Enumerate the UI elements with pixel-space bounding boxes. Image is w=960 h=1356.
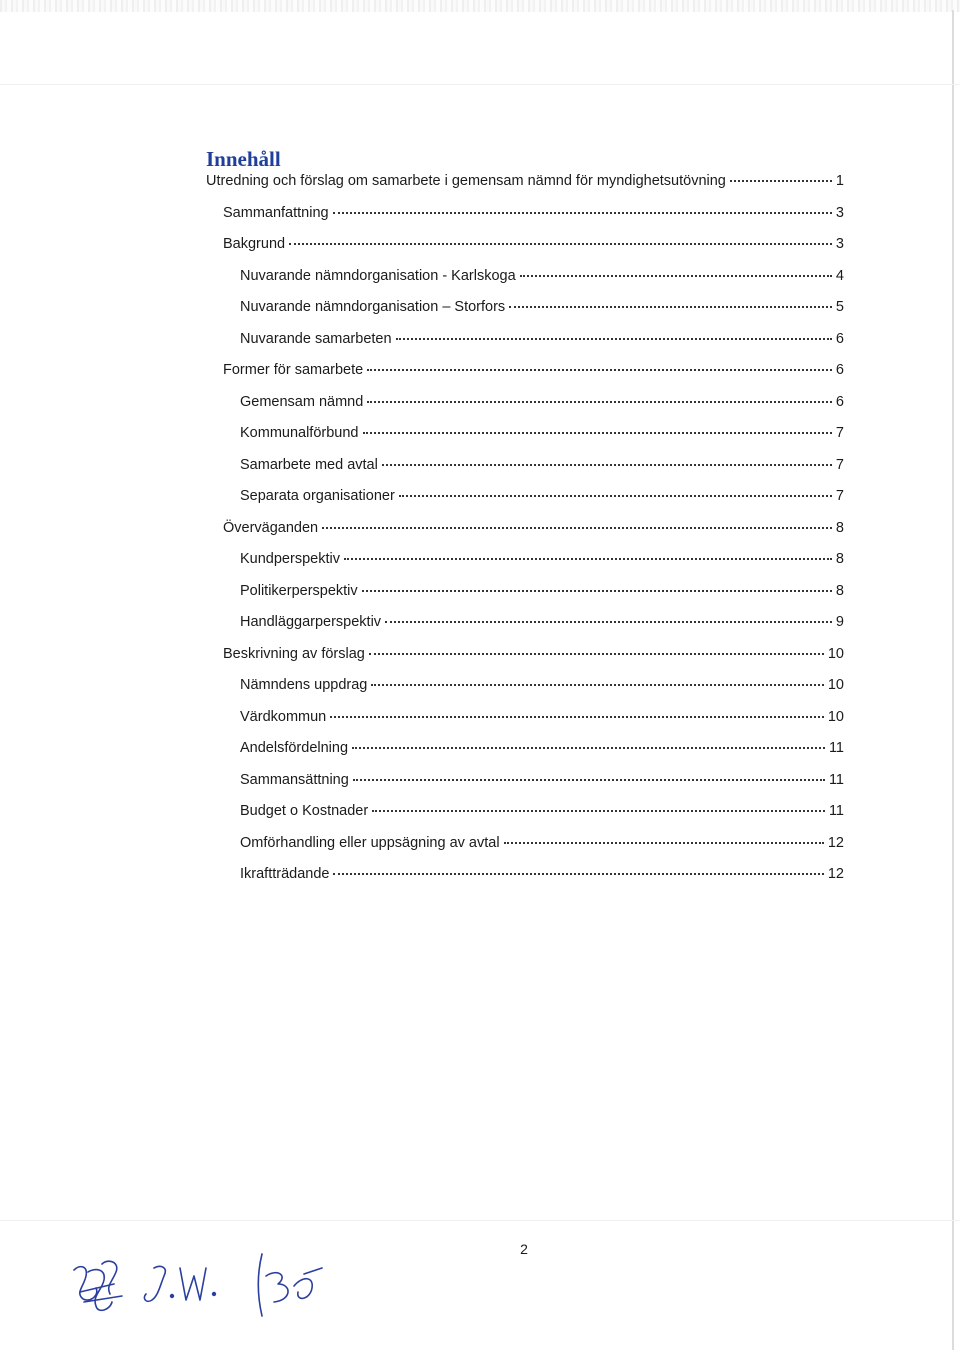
toc-leader-dots (363, 432, 832, 434)
toc-entry[interactable] (240, 392, 844, 412)
toc-entry[interactable] (240, 266, 844, 286)
toc-entry[interactable] (240, 738, 844, 758)
toc-entry-page: 9 (835, 614, 844, 630)
toc-entry[interactable] (240, 801, 844, 821)
toc-entry-page: 1 (835, 173, 844, 189)
toc-entry-page: 11 (828, 771, 844, 788)
toc-entry[interactable] (240, 612, 844, 632)
toc-entry[interactable] (240, 423, 844, 443)
toc-entry-text: Nuvarande nämndorganisation – Storfors (240, 299, 506, 315)
toc-leader-dots (289, 243, 832, 245)
handwritten-initials (66, 1246, 336, 1328)
toc-entry-text: Omförhandling eller uppsägning av avtal (240, 834, 500, 851)
toc-entry-text: Utredning och förslag om samarbete i gemensam nämnd för myndighetsutövning (206, 173, 726, 189)
toc-entry-text: Värdkommun (240, 708, 327, 725)
toc-title: Innehåll (206, 147, 281, 171)
toc-entry-page: 8 (835, 582, 844, 599)
toc-entry[interactable] (240, 329, 844, 349)
scan-artifact-line (0, 84, 960, 85)
toc-entry-text: Kommunalförbund (240, 425, 359, 441)
toc-entry-text: Bakgrund (223, 236, 286, 252)
toc-leader-dots (367, 369, 832, 371)
toc-entry-page: 6 (835, 330, 844, 347)
toc-leader-dots (322, 527, 832, 529)
toc-leader-dots (509, 306, 832, 308)
toc-entry[interactable] (240, 455, 844, 475)
toc-entry[interactable] (223, 234, 844, 254)
toc-entry-text: Överväganden (223, 519, 319, 536)
toc-leader-dots (353, 779, 825, 781)
toc-leader-dots (367, 401, 832, 403)
toc-leader-dots (730, 180, 832, 182)
toc-entry-page: 7 (835, 456, 844, 473)
toc-leader-dots (504, 842, 824, 844)
toc-entry[interactable] (240, 581, 844, 601)
toc-leader-dots (399, 495, 832, 497)
toc-leader-dots (362, 590, 832, 592)
scan-artifact-right (952, 10, 954, 1350)
toc-entry[interactable] (240, 864, 844, 884)
toc-entry-page: 3 (835, 236, 844, 252)
toc-entry-page: 11 (828, 740, 844, 756)
toc-leader-dots (344, 558, 832, 560)
toc-entry[interactable] (240, 770, 844, 790)
toc-entry[interactable] (223, 360, 844, 380)
scan-artifact-top (0, 0, 960, 12)
toc-entry-text: Nuvarande nämndorganisation - Karlskoga (240, 267, 516, 284)
toc-entry-text: Nämndens uppdrag (240, 677, 368, 693)
toc-entry-text: Sammansättning (240, 771, 349, 788)
toc-entry-text: Handläggarperspektiv (240, 614, 382, 630)
toc-leader-dots (352, 747, 825, 749)
toc-entry[interactable] (240, 297, 844, 317)
toc-entry[interactable] (240, 549, 844, 569)
toc-entry[interactable] (240, 707, 844, 727)
toc-entry-page: 11 (828, 803, 844, 819)
toc-entry-page: 7 (835, 488, 844, 504)
toc-entry-text: Separata organisationer (240, 488, 395, 504)
toc-entry-text: Samarbete med avtal (240, 456, 378, 473)
toc-entry-text: Politikerperspektiv (240, 582, 358, 599)
toc-leader-dots (369, 653, 824, 655)
toc-leader-dots (385, 621, 832, 623)
toc-entry[interactable] (240, 833, 844, 853)
toc-entry-text: Sammanfattning (223, 204, 329, 221)
toc-entry-text: Ikraftträdande (240, 866, 330, 882)
toc-entry-text: Nuvarande samarbeten (240, 330, 392, 347)
page-number: 2 (520, 1241, 528, 1257)
toc-entry-page: 12 (827, 866, 844, 882)
toc-entry-page: 6 (835, 393, 844, 410)
toc-entry-page: 10 (827, 645, 844, 662)
toc-leader-dots (382, 464, 832, 466)
toc-entry-page: 10 (827, 677, 844, 693)
toc-entry[interactable] (223, 644, 844, 664)
toc-entry-text: Andelsfördelning (240, 740, 349, 756)
toc-entry-text: Beskrivning av förslag (223, 645, 365, 662)
toc-leader-dots (372, 810, 825, 812)
toc-entry-page: 6 (835, 362, 844, 378)
toc-entry-page: 3 (835, 204, 844, 221)
toc-entry-text: Gemensam nämnd (240, 393, 364, 410)
toc-entry-page: 8 (835, 519, 844, 536)
toc-entry-text: Budget o Kostnader (240, 803, 369, 819)
toc-leader-dots (396, 338, 832, 340)
toc-entry[interactable] (240, 675, 844, 695)
toc-entry[interactable] (223, 203, 844, 223)
toc-entry[interactable] (206, 171, 844, 191)
toc-leader-dots (330, 716, 824, 718)
toc-entry[interactable] (223, 518, 844, 538)
toc-entry-text: Former för samarbete (223, 362, 364, 378)
toc-leader-dots (333, 873, 823, 875)
toc-entry-page: 4 (835, 267, 844, 284)
toc-entry-page: 12 (827, 834, 844, 851)
toc-entry-page: 8 (835, 551, 844, 567)
toc-entry[interactable] (240, 486, 844, 506)
toc-entry-text: Kundperspektiv (240, 551, 340, 567)
scan-artifact-line (0, 1220, 960, 1221)
toc-entry-page: 5 (835, 299, 844, 315)
toc-leader-dots (520, 275, 832, 277)
toc-entry-page: 7 (835, 425, 844, 441)
toc-leader-dots (333, 212, 832, 214)
toc-leader-dots (371, 684, 823, 686)
toc-entry-page: 10 (827, 708, 844, 725)
